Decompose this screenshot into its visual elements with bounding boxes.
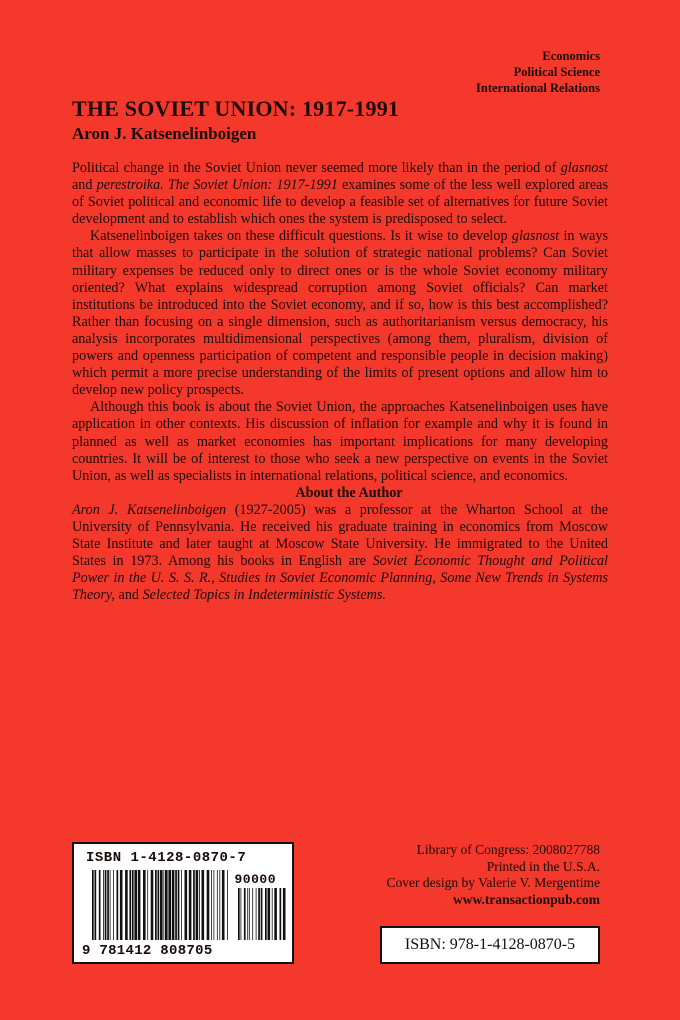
barcode-bar (196, 870, 199, 940)
cover-design-credit: Cover design by Valerie V. Mergentime (386, 875, 600, 890)
barcode-bar (163, 870, 164, 940)
barcode-bar (193, 870, 195, 940)
barcode-bar (175, 870, 177, 940)
barcode-label (72, 842, 294, 964)
barcode-bar (189, 870, 192, 940)
barcode-bar (120, 870, 123, 940)
barcode-bar (110, 870, 111, 940)
barcode-bar (249, 888, 250, 940)
blurb-body (72, 160, 608, 604)
publisher-website[interactable]: www.transactionpub.com (452, 891, 600, 907)
barcode-bar (247, 888, 248, 940)
barcode-bar (143, 870, 146, 940)
blurb-paragraph-3: Although this book is about the Soviet Union, the approaches Katsenelinboigen uses have application in other contexts. His discussion of inflation for example and why it is found in planned as well as market economies has important implications for many developing countries. It will be of interest to those who seek a new perspective on events in the Soviet Union, as well as specialists in international relations, political science, and economics. (72, 399, 608, 484)
barcode-bar (160, 870, 163, 940)
barcode-bar (95, 870, 97, 940)
barcode-bar (283, 888, 286, 940)
barcode-bar (202, 870, 205, 940)
barcode-bar (105, 870, 107, 940)
barcode-bar (258, 888, 260, 940)
barcode-bar (113, 870, 114, 940)
barcode-bar (125, 870, 128, 940)
barcode-bar (241, 888, 242, 940)
barcode-bar (107, 870, 109, 940)
barcode-bar (99, 870, 101, 940)
barcode-bar (261, 888, 263, 940)
blurb-paragraph-1: Political change in the Soviet Union never seemed more likely than in the period of glasnost and perestroika. The Soviet Union: 1917-1991 examines some of the less well explored areas of Soviet political and economic life to develop a feasible set of alternatives for future Soviet development and to establish which ones the system is predisposed to select. (72, 160, 608, 228)
barcode-bar (92, 870, 94, 940)
blurb-paragraph-2: Katsenelinboigen takes on these difficult questions. Is it wise to develop glasnost in ways that allow masses to participate in the solution of strategic national problems? Can Soviet military expenses be reduced only to direct ones or is the whole Soviet economy military oriented? What explains widespread corruption among Soviet officials? Can market institutions be introduced into the Soviet economy, and if so, how is this best accomplished? Rather than focusing on a single dimension, such as authoritarianism versus democracy, his analysis incorporates multidimensional perspectives (among them, pluralism, division of powers and openness participation of competent and responsible people in decision making) which permit a more precise understanding of the limits of present options and allow him to develop new policy prospects. (72, 228, 608, 399)
library-of-congress: Library of Congress: 2008027788 (416, 842, 600, 857)
barcode-bar (214, 870, 215, 940)
barcode-bar (207, 870, 210, 940)
publisher-info (387, 842, 600, 908)
barcode-bar (117, 870, 119, 940)
barcode-bar (147, 870, 148, 940)
barcode-bar (138, 870, 141, 940)
barcode-bar (181, 870, 182, 940)
barcode-bar (165, 870, 168, 940)
barcode-bar (168, 870, 171, 940)
barcode-bar (217, 870, 218, 940)
barcode-bars-icon (92, 870, 232, 940)
barcode-bar (256, 888, 257, 940)
barcode-bar (274, 888, 277, 940)
barcode-bar (132, 870, 134, 940)
barcode-bar (265, 888, 267, 940)
barcode-bar (219, 870, 220, 940)
barcode-bar (272, 888, 273, 940)
barcode-bar (199, 870, 200, 940)
subject-international-relations: International Relations (476, 81, 600, 95)
barcode-bar (227, 870, 228, 940)
book-author: Aron J. Katsenelinboigen (72, 124, 257, 143)
barcode-price-code: 90000 (234, 872, 276, 887)
barcode-bar (158, 870, 160, 940)
isbn-13-box: ISBN: 978-1-4128-0870-5 (380, 926, 600, 964)
barcode-bar (211, 870, 212, 940)
barcode-bar (155, 870, 157, 940)
barcode-bar (134, 870, 137, 940)
barcode-bar (129, 870, 131, 940)
barcode-bar (244, 888, 246, 940)
barcode-bar (280, 888, 282, 940)
barcode-bar (238, 888, 240, 940)
author-bio: Aron J. Katsenelinboigen (1927-2005) was a professor at the Wharton School at the University of Pennsylvania. He received his graduate training in economics from Moscow State Institute and later taught at Moscow State University. He immigrated to the United States in 1973. Among his books in English are Soviet Economic Thought and Political Power in the U. S. S. R., Studies in Soviet Economic Planning, Some New Trends in Systems Theory, and Selected Topics in Indeterministic Systems. (72, 501, 608, 604)
subject-categories (476, 48, 600, 96)
barcode-bar (252, 888, 253, 940)
barcode-bar (172, 870, 175, 940)
printed-in: Printed in the U.S.A. (486, 858, 600, 874)
barcode-ean-digits: 9 781412 808705 (82, 943, 213, 959)
barcode-bar (222, 870, 225, 940)
about-author-heading: About the Author (295, 484, 403, 501)
book-title: THE SOVIET UNION: 1917-1991 (72, 96, 400, 121)
subject-economics: Economics (542, 49, 600, 63)
barcode-bar (185, 870, 188, 940)
barcode-bar (151, 870, 154, 940)
subject-political-science: Political Science (513, 65, 600, 79)
barcode-bar (103, 870, 104, 940)
barcode-addon-bars-icon (238, 888, 286, 940)
barcode-bar (178, 870, 180, 940)
barcode-bar (268, 888, 271, 940)
barcode-isbn-text: ISBN 1-4128-0870-7 (86, 850, 247, 866)
